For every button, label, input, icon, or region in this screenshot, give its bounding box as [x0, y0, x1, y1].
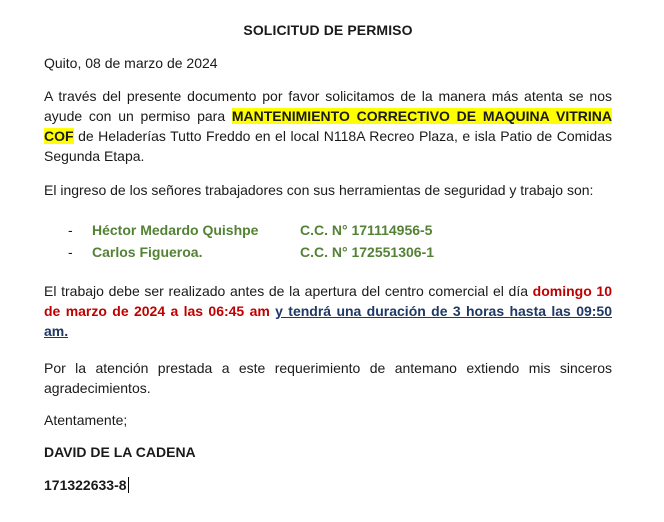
schedule-paragraph: [44, 281, 612, 341]
worker-item: [68, 241, 588, 263]
intro-text-before: A través del presente documento por favor solicitamos de la manera más atenta se nos ayude con un permiso para: [44, 88, 612, 124]
place-date: Quito, 08 de marzo de 2024: [44, 55, 218, 71]
intro-highlight: MANTENIMIENTO CORRECTIVO DE MAQUINA VITRINA COF: [44, 108, 612, 144]
list-bullet: -: [68, 222, 73, 238]
document-title: SOLICITUD DE PERMISO: [243, 22, 413, 38]
closing: Atentamente;: [44, 412, 128, 428]
schedule-text-before: El trabajo debe ser realizado antes de la apertura del centro comercial el día: [44, 283, 533, 299]
worker-name: Carlos Figueroa.: [92, 244, 203, 260]
schedule-date-time: domingo 10 de marzo de 2024 a las 06:45 am: [44, 283, 612, 319]
worker-item: [68, 219, 588, 241]
workers-list: [68, 219, 588, 263]
signer-name: DAVID DE LA CADENA: [44, 444, 196, 460]
intro-paragraph: [44, 86, 612, 166]
signer-id: 171322633-8: [44, 477, 127, 493]
signer-id-line[interactable]: [44, 475, 612, 495]
worker-name: Héctor Medardo Quishpe: [92, 222, 259, 238]
worker-id: C.C. N° 172551306-1: [300, 244, 435, 260]
text-cursor: [128, 477, 129, 493]
worker-id: C.C. N° 171114956-5: [300, 222, 433, 238]
thanks-paragraph: Por la atención prestada a este requerimiento de antemano extiendo mis sinceros agradecimientos.: [44, 360, 612, 396]
schedule-duration: y tendrá una duración de 3 horas hasta las 09:50 am.: [44, 303, 612, 339]
list-bullet: -: [68, 244, 73, 260]
intro-text-after: de Heladerías Tutto Freddo en el local N118A Recreo Plaza, e isla Patio de Comidas Segunda Etapa.: [44, 128, 612, 164]
workers-intro: El ingreso de los señores trabajadores con sus herramientas de seguridad y trabajo son:: [44, 182, 594, 198]
